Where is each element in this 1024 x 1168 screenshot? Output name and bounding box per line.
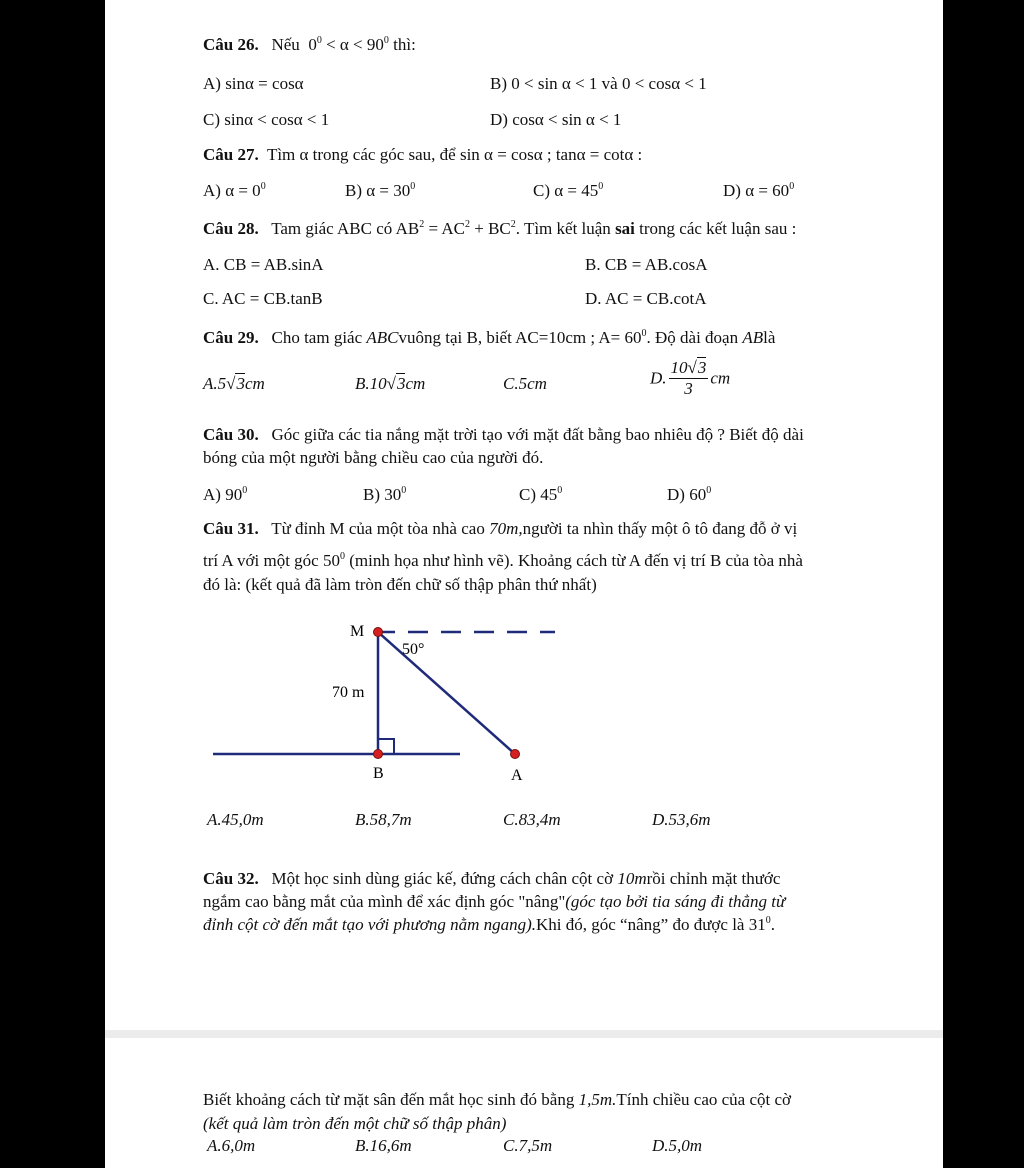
- q29-d-num: 10: [670, 358, 688, 377]
- q27-a-deg: 0: [260, 181, 266, 192]
- q30-line1: [203, 424, 804, 446]
- q28-stem-e: trong các kết luận sau :: [639, 219, 797, 238]
- q27-option-c: [533, 180, 603, 202]
- q28-option-b: B. CB = AB.cosA: [585, 255, 708, 274]
- q29-ab: AB: [742, 328, 764, 347]
- point-a: [511, 750, 520, 759]
- q27-d-text: D) α = 60: [723, 181, 790, 200]
- label-angle: 50°: [402, 641, 425, 658]
- q32-eye-height: 1,5m.: [578, 1090, 617, 1109]
- q32-line4-a: Biết khoảng cách từ mặt sân đến mắt học sinh đó bằng: [203, 1090, 575, 1109]
- q26-option-a: A) sinα = cosα: [203, 74, 304, 93]
- point-m: [374, 628, 383, 637]
- q28-option-c: C. AC = CB.tanB: [203, 289, 323, 308]
- q32-option-d: D.5,0m: [652, 1136, 703, 1155]
- q31-height: 70m,: [489, 519, 523, 538]
- q28-stem-c: + BC: [469, 219, 511, 238]
- q31-label: Câu 31.: [203, 519, 259, 538]
- q27-option-d: [723, 180, 794, 202]
- q30-d-deg: 0: [706, 485, 712, 496]
- q29-d-fraction: $\frac{10√3}{3}$: [670, 358, 707, 398]
- q29-deg: 0: [641, 328, 647, 339]
- q31-line1-b: người ta nhìn thấy một ô tô đang đỗ ở vị: [522, 519, 798, 538]
- q28-option-d: D. AC = CB.cotA: [585, 289, 707, 308]
- q32-option-a: A.6,0m: [207, 1136, 256, 1155]
- q30-line1-text: Góc giữa các tia nắng mặt trời tạo với mặt đất bằng bao nhiêu độ ? Biết độ dài: [271, 425, 804, 444]
- q27-a-text: A) α = 0: [203, 181, 261, 200]
- q29-a-pre: A.5: [203, 374, 227, 393]
- q32-option-b: B.16,6m: [355, 1136, 412, 1155]
- q29-abc: ABC: [366, 328, 399, 347]
- q26-option-d: D) cosα < sin α < 1: [490, 110, 622, 129]
- q29-d-pre: D.: [650, 368, 667, 388]
- q26-stem-text: Nếu: [271, 35, 300, 54]
- q30-option-b: [363, 484, 406, 506]
- q27-b-deg: 0: [410, 181, 416, 192]
- label-a: A: [511, 767, 523, 784]
- q32-line4-b: Tính chiều cao của cột cờ: [616, 1090, 792, 1109]
- q31-line2-b: (minh họa như hình vẽ). Khoảng cách từ A đến vị trí B của tòa nhà: [349, 551, 803, 570]
- q31-option-b: B.58,7m: [355, 810, 412, 829]
- q29-d-den: 3: [684, 379, 693, 398]
- q31-option-d: D.53,6m: [652, 810, 711, 829]
- document-page-1: [105, 0, 943, 1030]
- q32-line1-b: rồi chỉnh mặt thước: [646, 869, 781, 888]
- q29-a-rad: 3: [236, 374, 245, 393]
- q29-stem-a: Cho tam giác: [271, 328, 363, 347]
- q27-b-text: B) α = 30: [345, 181, 411, 200]
- q32-distance: 10m: [617, 869, 647, 888]
- q29-label: Câu 29.: [203, 328, 259, 347]
- q32-angle: 31: [748, 915, 766, 934]
- q30-c-text: C) 45: [519, 485, 558, 504]
- q28-option-a: A. CB = AB.sinA: [203, 255, 324, 274]
- q30-option-c: [519, 484, 562, 506]
- q26-stem: [203, 34, 416, 56]
- q29-d-num-rad: 3: [697, 358, 707, 377]
- q29-option-d: [650, 358, 730, 399]
- q26-stem-end: thì:: [393, 35, 416, 54]
- q31-option-c: C.83,4m: [503, 810, 561, 829]
- q29-b-pre: B.10: [355, 374, 387, 393]
- q28-label: Câu 28.: [203, 219, 259, 238]
- label-height: 70 m: [332, 684, 365, 701]
- q32-line2: [203, 891, 785, 913]
- q29-a-unit: cm: [244, 374, 265, 393]
- q30-option-d: [667, 484, 711, 506]
- q28-stem: [203, 218, 796, 240]
- q32-line3: [203, 914, 775, 936]
- q31-line3: đó là: (kết quả đã làm tròn đến chữ số thập phân thứ nhất): [203, 575, 597, 594]
- q30-c-deg: 0: [557, 485, 563, 496]
- q32-line1: [203, 868, 780, 890]
- q27-c-text: C) α = 45: [533, 181, 599, 200]
- q32-deg: 0: [765, 915, 771, 926]
- q28-sq-3: 2: [510, 219, 516, 230]
- q29-option-b: B.10√3cm: [355, 374, 426, 393]
- q27-stem-text: Tìm α trong các góc sau, để sin α = cosα ; tanα = cotα :: [266, 145, 643, 164]
- q28-stem-a: Tam giác ABC có AB: [271, 219, 420, 238]
- q32-label: Câu 32.: [203, 869, 259, 888]
- q32-line3-end: .: [770, 915, 775, 934]
- q30-label: Câu 30.: [203, 425, 259, 444]
- q26-deg-1: 0: [316, 35, 322, 46]
- q27-c-deg: 0: [598, 181, 604, 192]
- q28-stem-b: = AC: [424, 219, 465, 238]
- q31-deg: 0: [339, 551, 345, 562]
- point-b: [374, 750, 383, 759]
- page-gap: [105, 1030, 943, 1038]
- q27-option-b: [345, 180, 415, 202]
- q29-stem-d: là: [763, 328, 776, 347]
- q28-sq-1: 2: [419, 219, 425, 230]
- q32-line1-a: Một học sinh dùng giác kế, đứng cách chân cột cờ: [271, 869, 614, 888]
- q30-line2: bóng của một người bằng chiều cao của người đó.: [203, 448, 544, 467]
- q29-b-rad: 3: [396, 374, 406, 393]
- q26-option-b: B) 0 < sin α < 1 và 0 < cosα < 1: [490, 74, 707, 93]
- q27-d-deg: 0: [789, 181, 795, 192]
- q30-a-deg: 0: [242, 485, 248, 496]
- q31-line1-a: Từ đỉnh M của một tòa nhà cao: [271, 519, 485, 538]
- q32-line4: [203, 1089, 791, 1111]
- q27-stem: [203, 144, 642, 166]
- q26-option-c: C) sinα < cosα < 1: [203, 110, 330, 129]
- q27-label: Câu 27.: [203, 145, 259, 164]
- q29-d-unit: cm: [710, 368, 731, 388]
- q31-figure: [205, 612, 523, 787]
- q29-option-a: A.5√3cm: [203, 374, 265, 393]
- q32-line2-b: (góc tạo bởi tia sáng đi thẳng từ: [565, 892, 786, 911]
- q27-option-a: [203, 180, 266, 202]
- q30-b-deg: 0: [401, 485, 407, 496]
- q28-sq-2: 2: [464, 219, 470, 230]
- q29-option-c: C.5cm: [503, 374, 547, 393]
- q26-label: Câu 26.: [203, 35, 259, 54]
- q30-d-text: D) 60: [667, 485, 707, 504]
- q31-line1: [203, 518, 797, 540]
- line-of-sight: [378, 632, 515, 754]
- document-page-2: [105, 1038, 943, 1168]
- q31-angle: 50: [322, 551, 340, 570]
- q29-b-unit: cm: [405, 374, 426, 393]
- q31-option-a: A.45,0m: [207, 810, 264, 829]
- q29-stem: [203, 327, 775, 349]
- q28-stem-d: . Tìm kết luận: [515, 219, 611, 238]
- q26-alpha-hi: 90: [366, 35, 384, 54]
- q32-line5: (kết quả làm tròn đến một chữ số thập phân): [203, 1114, 507, 1133]
- q32-line3-a: đỉnh cột cờ đến mắt tạo với phương nằm ngang).: [203, 915, 537, 934]
- q28-wrong: sai: [615, 219, 635, 238]
- q26-lt: < α <: [326, 35, 363, 54]
- q32-line2-a: ngắm cao bằng mắt của mình để xác định góc "nâng": [203, 892, 566, 911]
- q31-line2-a: trí A với một góc: [203, 551, 319, 570]
- q26-alpha-lo: 0: [308, 35, 317, 54]
- q29-stem-c: . Độ dài đoạn: [646, 328, 739, 347]
- q30-a-text: A) 90: [203, 485, 243, 504]
- label-m: M: [350, 623, 365, 640]
- q32-line3-b: Khi đó, góc “nâng” đo được là: [536, 915, 745, 934]
- label-b: B: [373, 765, 384, 782]
- q30-b-text: B) 30: [363, 485, 402, 504]
- q32-option-c: C.7,5m: [503, 1136, 553, 1155]
- q26-deg-2: 0: [383, 35, 389, 46]
- q30-option-a: [203, 484, 247, 506]
- q29-stem-b: vuông tại B, biết AC=10cm ; A= 60: [398, 328, 642, 347]
- q31-line2: [203, 550, 803, 572]
